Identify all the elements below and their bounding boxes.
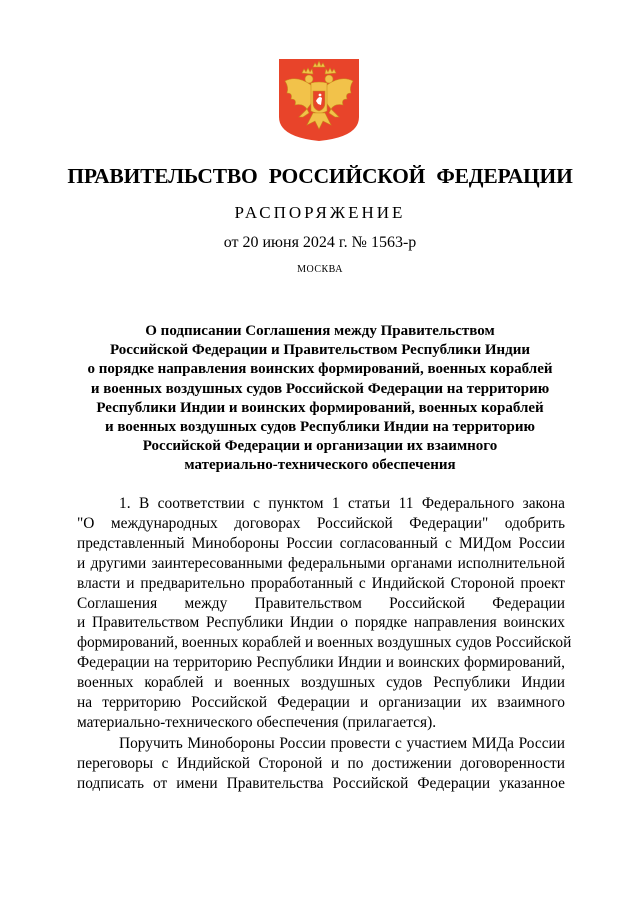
body-paragraph-2 [77,734,565,794]
document-type: РАСПОРЯЖЕНИЕ [234,203,406,222]
body-line: и другими заинтересованными федеральными органами исполнительной [77,554,565,572]
subject-line: О подписании Соглашения между Правительством [145,323,495,339]
subject-line: и военных воздушных судов Российской Федерации на территорию [90,380,550,397]
subject-line: о порядке направления воинских формирований, военных кораблей [87,361,553,378]
body-line: Соглашения между Правительством Российской Федерации [77,594,565,612]
government-title: ПРАВИТЕЛЬСТВО РОССИЙСКОЙ ФЕДЕРАЦИИ [67,164,573,188]
body-line: представленный Минобороны России согласованный с МИДом России [77,534,565,552]
body-line: Федерации на территорию Республики Индии и воинских формирований, [77,654,565,672]
body-line: "О международных договорах Российской Федерации" одобрить [77,514,565,532]
document-city: МОСКВА [297,264,343,275]
subject-line: и военных воздушных судов Республики Индии на территорию [105,419,535,436]
body-line: подписать от имени Правительства Российской Федерации указанное [77,774,565,792]
body-paragraph-1 [77,494,572,733]
body-line: формирований, военных кораблей и военных воздушных судов Российской [77,634,572,652]
body-line: военных кораблей и военных воздушных судов Республики Индии [77,674,565,692]
body-line: Поручить Минобороны России провести с участием МИДа России [119,735,565,752]
body-line: на территорию Российской Федерации и организации их взаимного [77,694,565,712]
subject-line: Российской Федерации и организации их взаимного [142,438,498,455]
subject-line: Российской Федерации и Правительством Республики Индии [109,342,531,359]
russian-coat-of-arms-icon [277,57,361,143]
document-subject [72,322,568,476]
document-date-number: от 20 июня 2024 г. № 1563-р [223,234,417,251]
body-line: власти и предварительно проработанный с Индийской Стороной проект [77,574,565,592]
subject-line: Республики Индии и воинских формирований, военных кораблей [96,399,544,416]
body-line: и Правительством Республики Индии о порядке направления воинских [77,614,565,632]
body-line: переговоры с Индийской Стороной и по достижении договоренности [77,754,565,772]
body-line: 1. В соответствии с пунктом 1 статьи 11 Федерального закона [119,495,565,512]
body-line: материально-технического обеспечения (прилагается). [77,713,437,731]
subject-line: материально-технического обеспечения [184,457,456,474]
